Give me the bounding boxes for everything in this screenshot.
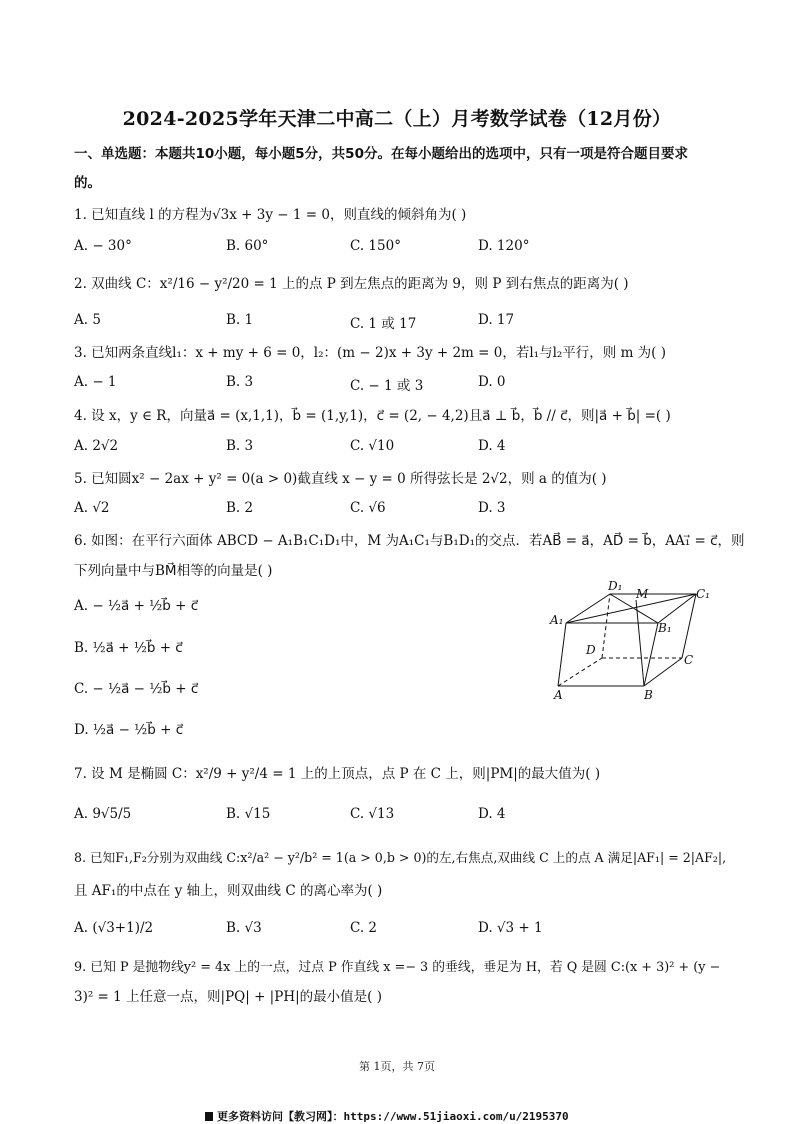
question-6-option-d: D. ½a⃗ − ½b⃗ + c⃗ (74, 722, 184, 738)
resource-link[interactable] (205, 1108, 569, 1124)
option-d: D. 4 (478, 806, 506, 822)
question-1-options (74, 238, 724, 258)
label-c1: C₁ (696, 587, 710, 601)
option-b: B. √3 (226, 920, 262, 936)
label-m: M (636, 587, 649, 601)
label-a: A (554, 688, 563, 702)
edge-dd1-hidden (602, 594, 610, 658)
question-9-line2: 3)² = 1 上任意一点，则|PQ| + |PH|的最小值是( ) (74, 989, 382, 1005)
question-7: 7. 设 M 是椭圆 C：x²/9 + y²/4 = 1 上的上顶点，点 P 在 C 上，则|PM|的最大值为( ) (74, 766, 601, 782)
option-a: A. 9√5/5 (74, 806, 132, 822)
question-8: 8. 已知F₁,F₂分别为双曲线 C:x²/a² − y²/b² = 1(a > 0,b > 0)的左,右焦点,双曲线 C 上的点 A 满足|AF₁| = 2|AF₂|, (74, 850, 727, 865)
option-b: B. 1 (226, 312, 254, 328)
option-d: D. 0 (478, 374, 506, 390)
edge-ad-hidden (558, 658, 602, 686)
question-6-line2: 下列向量中与BM⃗相等的向量是( ) (74, 563, 273, 579)
flag-icon (205, 1112, 213, 1121)
question-6: 6. 如图：在平行六面体 ABCD − A₁B₁C₁D₁中，M 为A₁C₁与B₁D₁的交点．若AB⃗ = a⃗，AD⃗ = b⃗，AA₁⃗ = c⃗，则 (74, 533, 745, 549)
question-6-option-b: B. ½a⃗ + ½b⃗ + c⃗ (74, 640, 183, 656)
question-8-options (74, 920, 724, 940)
question-5: 5. 已知圆x² − 2ax + y² = 0(a > 0)截直线 x − y = 0 所得弦长是 2√2，则 a 的值为( ) (74, 471, 607, 487)
option-d: D. 17 (478, 312, 515, 328)
option-c: C. √10 (350, 438, 395, 454)
question-4-options (74, 438, 724, 458)
diagonal-b1d1 (610, 594, 658, 623)
label-d1: D₁ (608, 579, 623, 593)
question-6-option-a: A. − ½a⃗ + ½b⃗ + c⃗ (74, 598, 199, 614)
option-b: B. 3 (226, 438, 254, 454)
option-c: C. 1 或 17 (350, 316, 417, 332)
option-c: C. √6 (350, 500, 386, 516)
question-8-line2: 且 AF₁的中点在 y 轴上，则双曲线 C 的离心率为( ) (74, 883, 383, 899)
question-4: 4. 设 x，y ∈ R，向量a⃗ = (x,1,1)，b⃗ = (1,y,1)，c⃗ = (2, − 4,2)且a⃗ ⊥ b⃗，b⃗ // c⃗，则|a⃗ + b⃗| =( ) (74, 408, 671, 424)
label-d: D (586, 643, 596, 657)
page-title: 2024-2025学年天津二中高二（上）月考数学试卷（12月份） (122, 108, 672, 130)
segment-bm (636, 600, 644, 686)
question-2-options (74, 312, 724, 332)
option-a: A. − 1 (74, 374, 117, 390)
option-a: A. 5 (74, 312, 101, 328)
option-b: B. 3 (226, 374, 254, 390)
option-a: A. − 30° (74, 238, 132, 254)
option-c: C. 2 (350, 920, 378, 936)
option-d: D. 120° (478, 238, 530, 254)
option-c: C. − 1 或 3 (350, 378, 424, 394)
option-a: A. (√3+1)/2 (74, 920, 154, 936)
resource-link-text: 更多资料访问【教习网】：https://www.51jiaoxi.com/u/2195370 (217, 1110, 569, 1123)
section-heading-line2: 的。 (74, 175, 101, 191)
label-b: B (644, 688, 653, 702)
label-c: C (684, 653, 694, 667)
question-5-options (74, 500, 724, 520)
option-b: B. √15 (226, 806, 271, 822)
label-a1: A₁ (550, 613, 564, 627)
question-7-options (74, 806, 724, 826)
option-c: C. √13 (350, 806, 395, 822)
option-d: D. √3 + 1 (478, 920, 543, 936)
edge-aa1 (558, 623, 566, 686)
question-3-options (74, 374, 724, 394)
option-c: C. 150° (350, 238, 401, 254)
option-b: B. 60° (226, 238, 269, 254)
edge-bb1 (644, 623, 658, 686)
option-d: D. 3 (478, 500, 506, 516)
label-b1: B₁ (658, 621, 672, 635)
edge-a1d1 (566, 594, 610, 623)
page-footer: 第 1页，共 7页 (359, 1060, 435, 1073)
section-heading-line1: 一、单选题：本题共10小题，每小题5分，共50分。在每小题给出的选项中，只有一项是符合题目要求 (74, 146, 688, 162)
parallelepiped-figure (548, 578, 718, 708)
question-3: 3. 已知两条直线l₁：x + my + 6 = 0，l₂：(m − 2)x + 3y + 2m = 0，若l₁与l₂平行，则 m 为( ) (74, 345, 667, 361)
question-9: 9. 已知 P 是抛物线y² = 4x 上的一点，过点 P 作直线 x =− 3 的垂线，垂足为 H，若 Q 是圆 C:(x + 3)² + (y − (74, 960, 721, 975)
question-2: 2. 双曲线 C：x²/16 − y²/20 = 1 上的点 P 到左焦点的距离为 9，则 P 到右焦点的距离为( ) (74, 276, 629, 292)
option-a: A. √2 (74, 500, 110, 516)
option-b: B. 2 (226, 500, 254, 516)
question-6-option-c: C. − ½a⃗ − ½b⃗ + c⃗ (74, 681, 199, 697)
option-a: A. 2√2 (74, 438, 119, 454)
question-1: 1. 已知直线 l 的方程为√3x + 3y − 1 = 0，则直线的倾斜角为( ) (74, 207, 467, 223)
option-d: D. 4 (478, 438, 506, 454)
